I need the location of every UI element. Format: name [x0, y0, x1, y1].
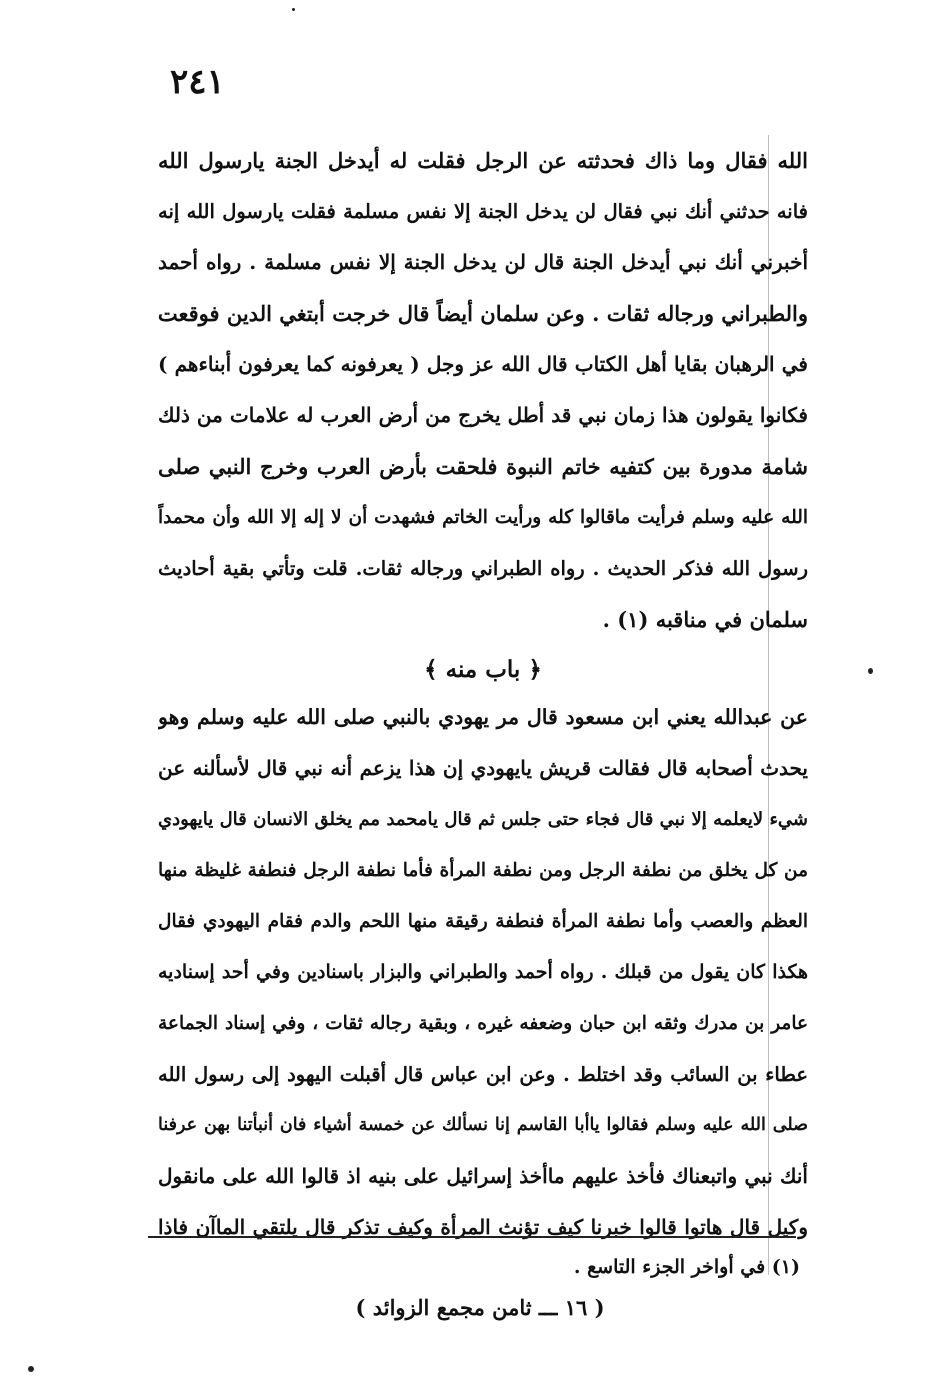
text-line: فكانوا يقولون هذا زمان نبي قد أطل يخرج من أرض العرب له علامات من ذلك: [158, 403, 808, 427]
text-line: من كل يخلق من نطفة الرجل ومن نطفة المرأة فأما نطفة الرجل فنطفة غليظة منها: [158, 860, 808, 881]
paragraph-two: [158, 692, 808, 1253]
footnote-separator: [148, 1236, 796, 1238]
text-line: سلمان في مناقبه (١) .: [602, 607, 808, 632]
paragraph-one: [158, 135, 808, 645]
text-line: أخبرني أنك نبي أيدخل الجنة قال لن يدخل الجنة إلا نفس مسلمة . رواه أحمد: [158, 250, 808, 274]
page-number: ٢٤١: [170, 62, 225, 102]
text-line: رسول الله فذكر الحديث . رواه الطبراني ورجاله ثقات. قلت وتأتي بقية أحاديث: [158, 557, 808, 580]
text-line: في الرهبان بقايا أهل الكتاب قال الله عز وجل ( يعرفونه كما يعرفون أبناءهم ): [158, 352, 808, 376]
text-line: الله عليه وسلم فرأيت ماقالوا كله ورأيت الخاتم فشهدت أن لا إله إلا الله وأن محمداً: [158, 507, 808, 528]
ink-speck: [868, 668, 873, 674]
text-line: والطبراني ورجاله ثقات . وعن سلمان أيضاً قال خرجت أبتغي الدين فوقعت: [158, 301, 808, 326]
ink-speck: [28, 1366, 34, 1372]
text-line: أنك نبي واتبعناك فأخذ عليهم ماأخذ إسرائيل على بنيه اذ قالوا الله على مانقول: [158, 1164, 808, 1188]
text-line: شيء لايعلمه إلا نبي قال فجاء حتى جلس ثم قال يامحمد مم يخلق الانسان قال يايهودي: [158, 809, 808, 830]
text-line: عامر بن مدرك وثقه ابن حبان وضعفه غيره ، وبقية رجاله ثقات ، وفي إسناد الجماعة: [158, 1013, 808, 1034]
text-line: عطاء بن السائب وقد اختلط . وعن ابن عباس قال أقبلت اليهود إلى رسول الله: [158, 1063, 808, 1086]
text-line: فانه حدثني أنك نبي فقال لن يدخل الجنة إلا نفس مسلمة فقلت يارسول الله إنه: [158, 200, 808, 223]
text-line: يحدث أصحابه قال فقالت قريش يايهودي إن هذا يزعم أنه نبي قال لأسألنه عن: [158, 756, 808, 780]
text-line: الله فقال وما ذاك فحدثته عن الرجل فقلت له أيدخل الجنة يارسول الله: [158, 148, 808, 173]
footnote: (١) في أواخر الجزء التاسع .: [573, 1256, 800, 1278]
text-line: وكيل قال هاتوا قالوا خبرنا كيف تؤنث المرأة وكيف تذكر قال يلتقي الماآن فاذا: [158, 1215, 808, 1239]
text-line: هكذا كان يقول من قبلك . رواه أحمد والطبراني والبزار باسنادين وفي أحد إسناديه: [158, 961, 808, 983]
text-line: شامة مدورة بين كتفيه خاتم النبوة فلحقت بأرض العرب وخرج النبي صلى: [158, 454, 808, 479]
printer-signature: ( ١٦ ـــ ثامن مجمع الزوائد ): [355, 1295, 605, 1320]
text-line: عن عبدالله يعني ابن مسعود قال مر يهودي بالنبي صلى الله عليه وسلم وهو: [158, 705, 808, 729]
text-line: العظم والعصب وأما نطفة المرأة فنطفة رقيقة منها اللحم والدم فقام اليهودي فقال: [158, 911, 808, 932]
text-line: صلى الله عليه وسلم فقالوا ياأبا القاسم إنا نسألك عن خمسة أشياء فان أنبأتنا بهن عرفنا: [158, 1115, 808, 1135]
chapter-heading: ﴿ باب منه ﴾: [424, 656, 542, 683]
ink-speck: [292, 8, 295, 11]
